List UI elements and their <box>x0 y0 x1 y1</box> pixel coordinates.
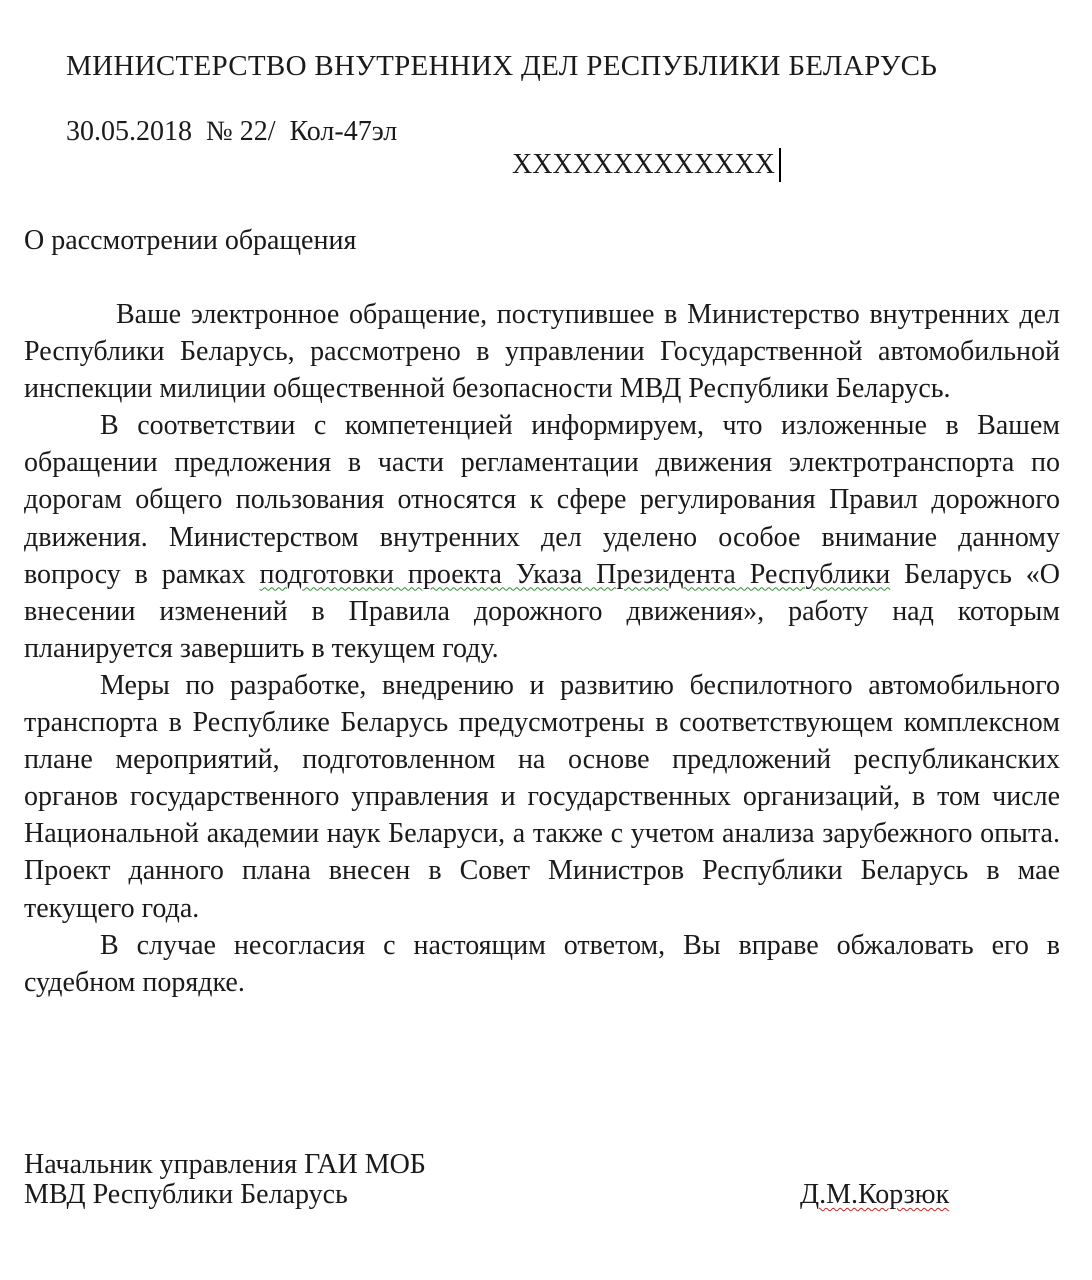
grammar-underline: подготовки проекта Указа Президента Республики <box>259 558 891 590</box>
addressee-field[interactable]: XXXXXXXXXXXXX <box>512 148 781 182</box>
paragraph-3: Меры по разработке, внедрению и развитию беспилотного автомобильного транспорта в Республике Беларусь предусмотрены в соответствующем комплексном плане мероприятий, подготовленном на основе предложений республиканских органов государственного управления и государственных организаций, в том числе Национальной академии наук Беларуси, а также с учетом анализа зарубежного опыта. Проект данного плана внесен в Совет Министров Республики Беларусь в мае текущего года. <box>24 669 1060 924</box>
spelling-underline: Д.М.Корзюк <box>800 1179 950 1210</box>
ministry-header: МИНИСТЕРСТВО ВНУТРЕННИХ ДЕЛ РЕСПУБЛИКИ БЕЛАРУСЬ <box>66 50 938 82</box>
paragraph-2 <box>24 407 1060 667</box>
paragraph-4: В случае несогласия с настоящим ответом, Вы вправе обжаловать его в судебном порядке. <box>24 929 1060 998</box>
paragraph-2-part-a: В соответствии с компетенцией информируем, что изложенные в Вашем обращении предложения в части регламентации движения электротранспорта по дорогам общего пользования относятся к сфере регулирования Правил дорожного движения. Министерством внутренних дел уделено особое внимание данному вопросу в рамках <box>24 410 1060 590</box>
paragraph-1: Ваше электронное обращение, поступившее в Министерство внутренних дел Республики Беларусь, рассмотрено в управлении Государственной автомобильной инспекции милиции общественной безопасности МВД Республики Беларусь. <box>24 299 1060 405</box>
signatory-title-line-1: Начальник управления ГАИ МОБ <box>24 1149 426 1180</box>
signatory-title-line-2: МВД Республики Беларусь <box>24 1179 348 1210</box>
registration-line: 30.05.2018 № 22/ Кол-47эл <box>66 116 398 147</box>
letter-body <box>24 296 1060 1001</box>
signatory-title <box>24 1150 426 1210</box>
signatory-name <box>800 1180 949 1210</box>
letter-subject: О рассмотрении обращения <box>24 225 357 256</box>
paragraph-2-part-b: Беларусь «О внесении изменений в Правила дорожного движения», работу над которым планируется завершить в текущем году. <box>24 558 1060 664</box>
